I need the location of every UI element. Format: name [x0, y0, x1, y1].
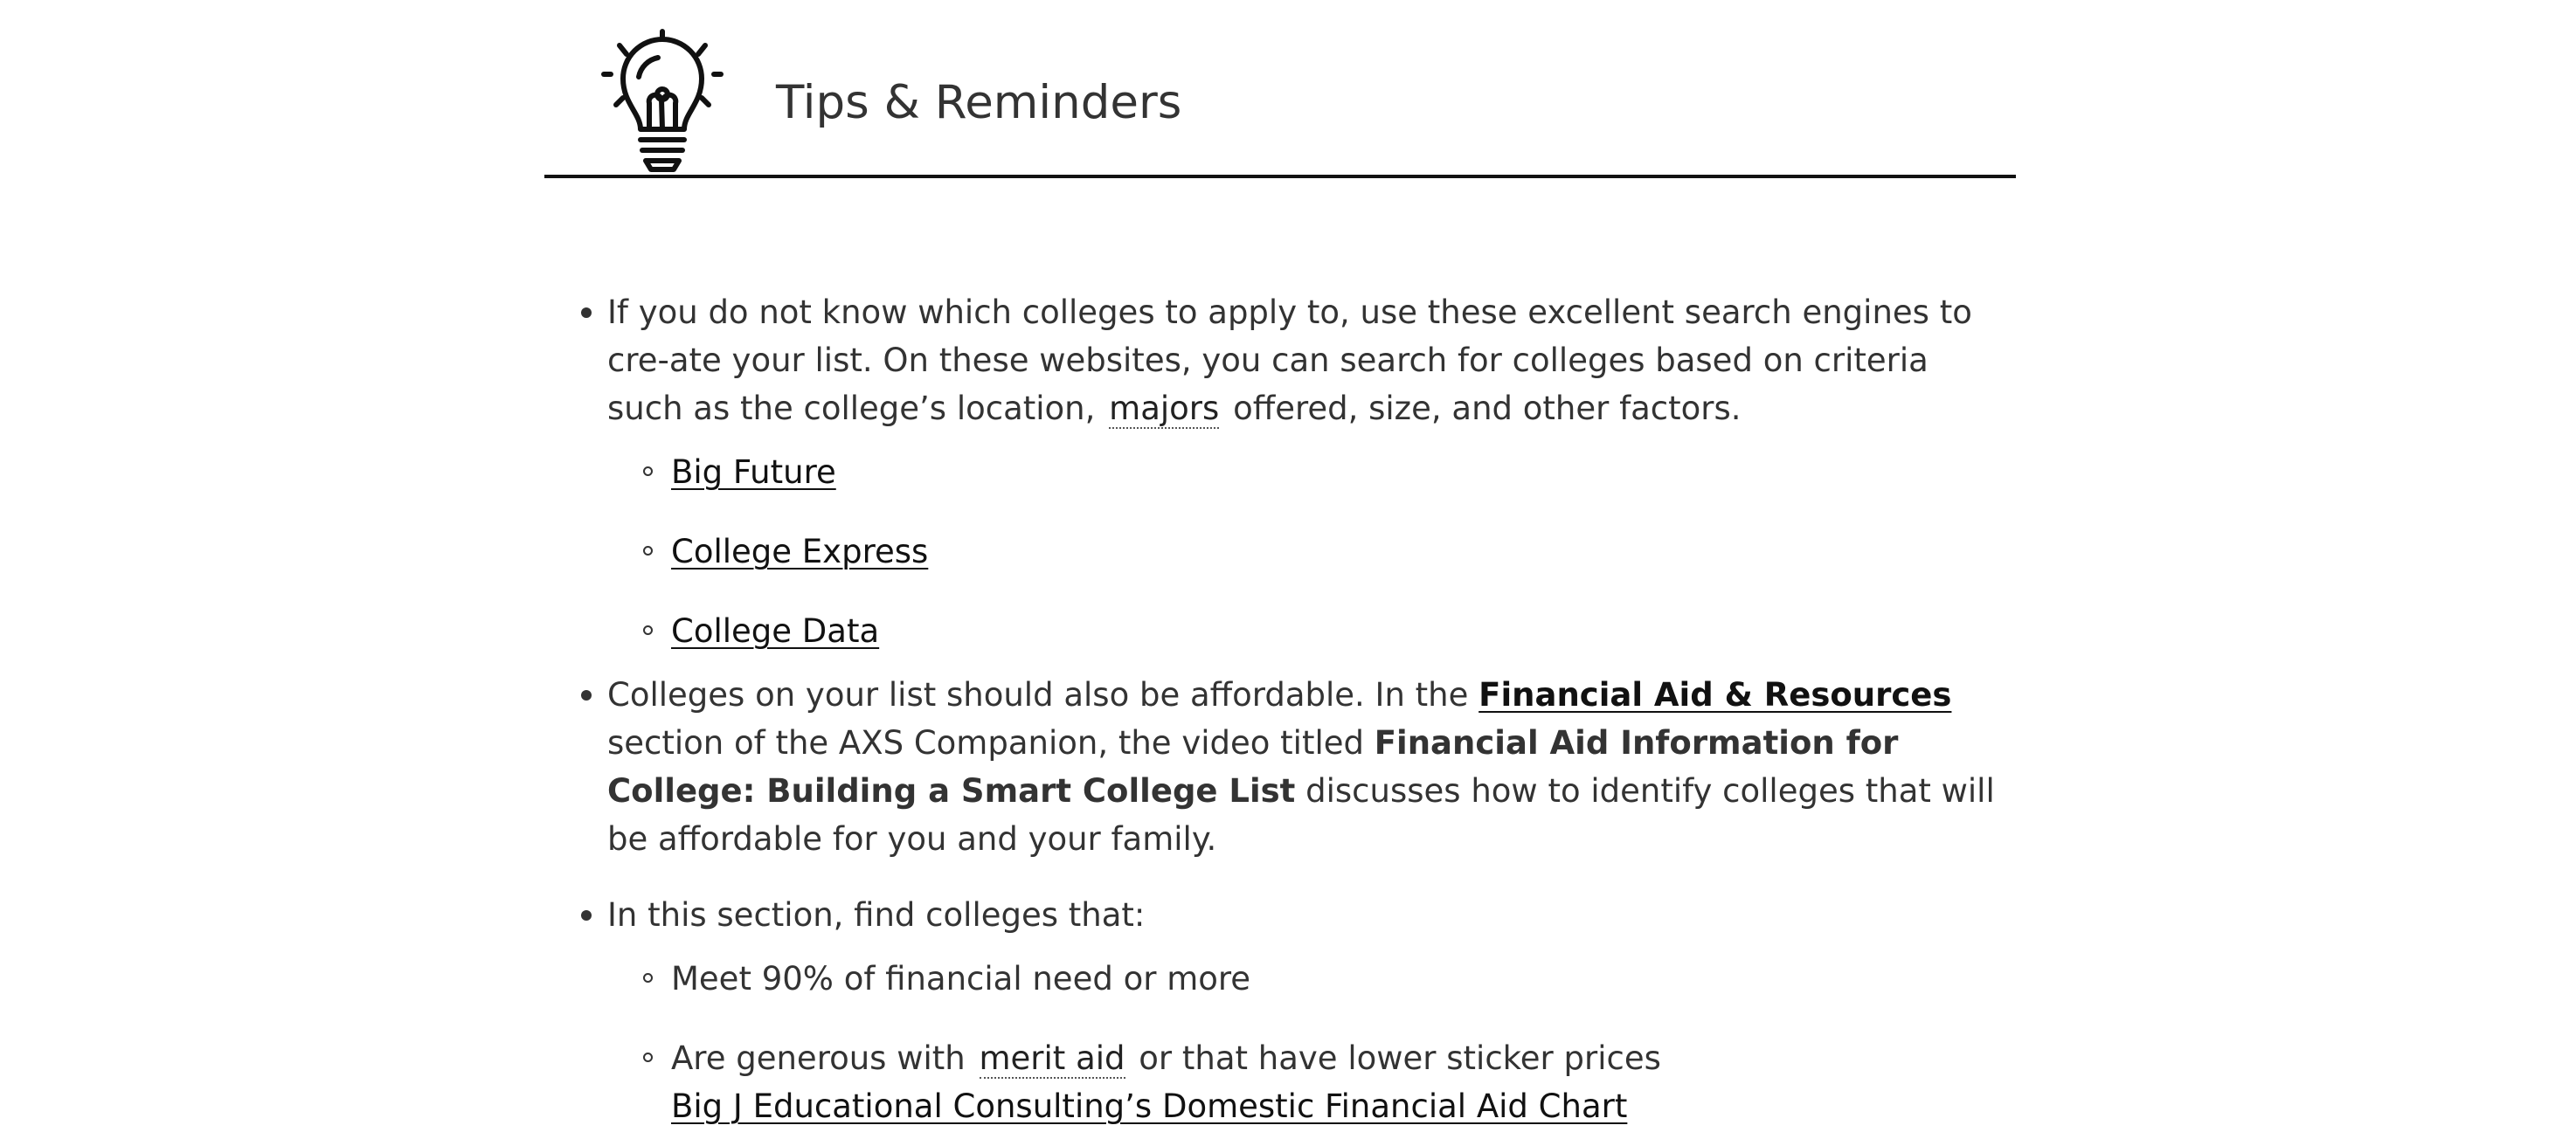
- big-future-link[interactable]: Big Future: [671, 453, 836, 491]
- criteria-text: Meet 90% of financial need or more: [671, 960, 1251, 998]
- financial-aid-resources-label: Financial Aid & Resources: [1478, 676, 1952, 714]
- tip-text: Colleges on your list should also be affordable. In the: [607, 676, 1469, 714]
- financial-aid-resources-link[interactable]: [1478, 676, 1951, 714]
- circle-bullet-icon: [643, 973, 653, 983]
- circle-bullet-icon: [643, 466, 653, 476]
- lightbulb-icon: [588, 26, 737, 175]
- list-item: [607, 288, 2014, 655]
- tip-text: If you do not know which colleges to apply to, use these excellent search engines to cre-ate your list. On these websites, you can search for colleges based on criteria such as the college’s location,: [607, 293, 1972, 427]
- glossary-term-majors[interactable]: majors: [1109, 390, 1220, 427]
- criteria-text: Are generous with: [671, 1039, 966, 1077]
- tip-text: section of the AXS Companion, the video titled: [607, 724, 1364, 762]
- college-express-link[interactable]: College Express: [671, 533, 929, 570]
- tip-text: offered, size, and other factors.: [1233, 390, 1742, 427]
- list-item: [607, 891, 2014, 1130]
- page-title: Tips & Reminders: [776, 76, 1182, 129]
- tips-list: [607, 288, 2014, 1130]
- bullet-icon: [581, 690, 592, 701]
- college-criteria-list: [607, 955, 2014, 1130]
- tips-content: [607, 288, 2014, 1146]
- criteria-text: or that have lower sticker prices: [1139, 1039, 1661, 1077]
- circle-bullet-icon: [643, 625, 653, 635]
- circle-bullet-icon: [643, 1053, 653, 1062]
- tip-text: discusses how to identify colleges that will be affordable for you and your family.: [607, 772, 1995, 858]
- tip-text: In this section, find colleges that:: [607, 896, 1146, 934]
- bullet-icon: [581, 910, 592, 921]
- financial-aid-chart-link[interactable]: Big J Educational Consulting’s Domestic Financial Aid Chart: [671, 1087, 1628, 1125]
- circle-bullet-icon: [643, 546, 653, 556]
- list-item: [671, 1034, 2014, 1130]
- list-item: [671, 607, 2014, 655]
- video-title: Financial Aid Information for College: Building a Smart College List: [607, 724, 1899, 810]
- bullet-icon: [581, 307, 592, 318]
- list-item: [671, 955, 2014, 1003]
- section-header: [544, 0, 2016, 178]
- college-data-link[interactable]: College Data: [671, 612, 880, 650]
- list-item: [671, 448, 2014, 496]
- list-item: [671, 528, 2014, 576]
- glossary-term-merit-aid[interactable]: merit aid: [979, 1039, 1125, 1077]
- list-item: [607, 671, 2014, 863]
- search-engine-links: [607, 448, 2014, 655]
